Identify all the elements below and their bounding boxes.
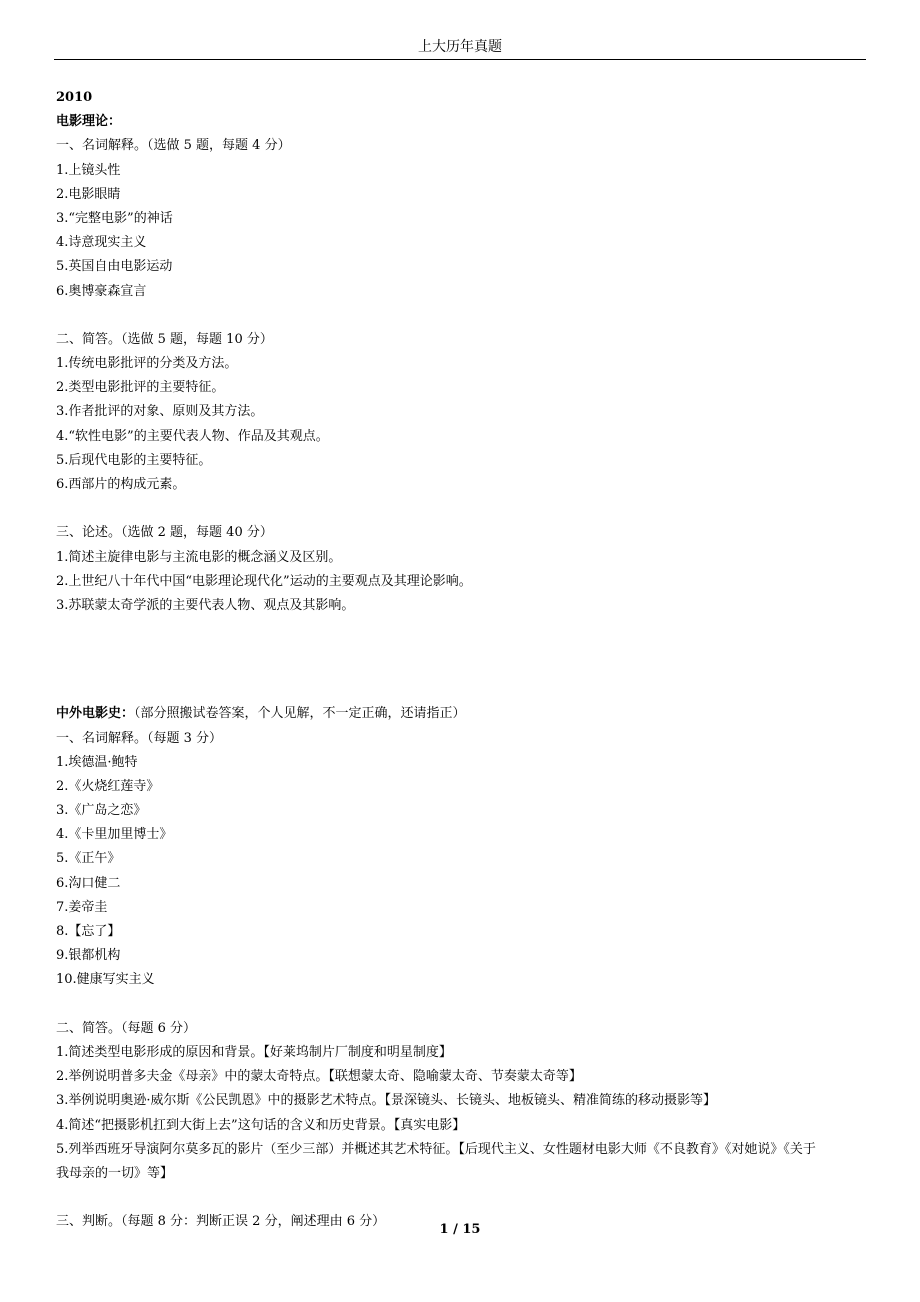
theory-s1-title: 一、名词解释。（选做 5 题，每题 4 分） bbox=[56, 138, 291, 154]
list-item-continued: 我母亲的一切》等】 bbox=[56, 1165, 174, 1181]
theory-s2-title: 二、简答。（选做 5 题，每题 10 分） bbox=[56, 331, 273, 347]
list-item: 5.后现代电影的主要特征。 bbox=[56, 452, 212, 468]
list-item: 4.诗意现实主义 bbox=[56, 235, 147, 251]
list-item: 4.简述“把摄影机扛到大街上去”这句话的含义和历史背景。【真实电影】 bbox=[56, 1117, 466, 1133]
list-item: 2.类型电影批评的主要特征。 bbox=[56, 380, 225, 396]
history-s3-title: 三、判断。（每题 8 分：判断正误 2 分，阐述理由 6 分） bbox=[56, 1214, 386, 1230]
list-item: 2.《火烧红莲寺》 bbox=[56, 778, 160, 794]
list-item: 3.“完整电影”的神话 bbox=[56, 210, 173, 226]
page-number: 1 / 15 bbox=[439, 1222, 481, 1237]
list-item: 1.简述类型电影形成的原因和背景。【好莱坞制片厂制度和明星制度】 bbox=[56, 1044, 452, 1060]
history-heading-line bbox=[56, 702, 866, 726]
list-item: 4.“软性电影”的主要代表人物、作品及其观点。 bbox=[56, 428, 329, 444]
list-item: 2.举例说明普多夫金《母亲》中的蒙太奇特点。【联想蒙太奇、隐喻蒙太奇、节奏蒙太奇等】 bbox=[56, 1069, 582, 1085]
list-item: 6.奥博豪森宣言 bbox=[56, 283, 147, 299]
list-item: 5.《正午》 bbox=[56, 851, 121, 867]
list-item: 5.英国自由电影运动 bbox=[56, 259, 173, 275]
list-item: 4.《卡里加里博士》 bbox=[56, 827, 173, 843]
header-rule bbox=[54, 59, 866, 60]
list-item: 1.传统电影批评的分类及方法。 bbox=[56, 356, 238, 372]
theory-s3-title: 三、论述。（选做 2 题，每题 40 分） bbox=[56, 525, 273, 541]
list-item: 7.姜帝圭 bbox=[56, 899, 108, 915]
list-item: 3.苏联蒙太奇学派的主要代表人物、观点及其影响。 bbox=[56, 597, 355, 613]
list-item: 9.银都机构 bbox=[56, 948, 121, 964]
page-header-title: 上大历年真题 bbox=[418, 39, 502, 55]
document-body bbox=[56, 86, 866, 1234]
list-item: 8.【忘了】 bbox=[56, 924, 121, 939]
history-heading: 中外电影史： bbox=[56, 706, 135, 722]
history-note: （部分照搬试卷答案，个人见解，不一定正确，还请指正） bbox=[134, 706, 466, 722]
list-item: 2.上世纪八十年代中国“电影理论现代化”运动的主要观点及其理论影响。 bbox=[56, 573, 472, 589]
list-item: 3.《广岛之恋》 bbox=[56, 803, 147, 819]
list-item: 2.电影眼睛 bbox=[56, 186, 121, 202]
theory-heading: 电影理论： bbox=[56, 114, 122, 130]
list-item: 5.列举西班牙导演阿尔莫多瓦的影片（至少三部）并概述其艺术特征。【后现代主义、女性题材电影大师《不良教育》《对她说》《关于 bbox=[56, 1141, 816, 1157]
list-item: 1.简述主旋律电影与主流电影的概念涵义及区别。 bbox=[56, 549, 342, 565]
list-item: 10.健康写实主义 bbox=[56, 972, 155, 988]
history-s2-title: 二、简答。（每题 6 分） bbox=[56, 1020, 197, 1036]
list-item: 3.作者批评的对象、原则及其方法。 bbox=[56, 404, 264, 420]
list-item: 1.埃德温·鲍特 bbox=[56, 754, 138, 770]
list-item: 6.沟口健二 bbox=[56, 875, 121, 891]
history-s1-title: 一、名词解释。（每题 3 分） bbox=[56, 730, 223, 746]
list-item: 1.上镜头性 bbox=[56, 162, 121, 178]
year-heading: 2010 bbox=[56, 90, 93, 105]
list-item: 6.西部片的构成元素。 bbox=[56, 477, 186, 492]
list-item: 3.举例说明奥逊·威尔斯《公民凯恩》中的摄影艺术特点。【景深镜头、长镜头、地板镜头、精准简练的移动摄影等】 bbox=[56, 1093, 717, 1109]
